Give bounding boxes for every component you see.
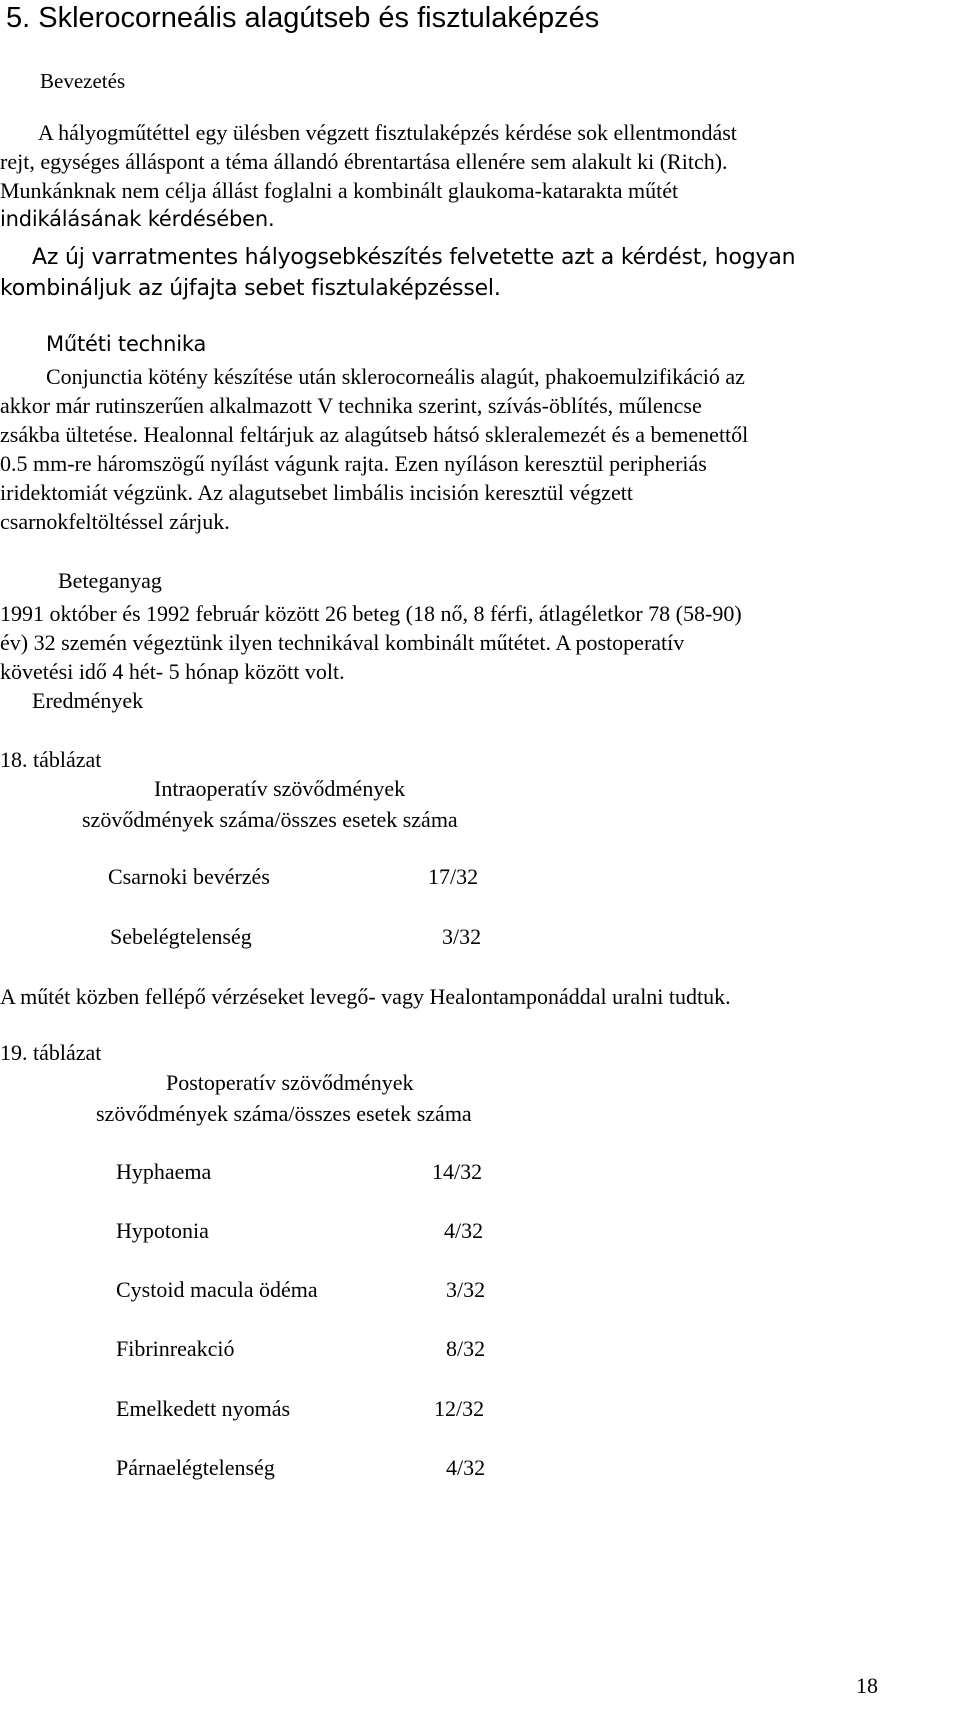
table19-row-value: 14/32 bbox=[432, 1159, 483, 1184]
table19-row-value: 4/32 bbox=[446, 1455, 486, 1480]
table19-subtitle: szövődmények száma/összes esetek száma bbox=[96, 1101, 472, 1126]
text-line: év) 32 szemén végeztünk ilyen technikával kombinált műtétet. A postoperatív bbox=[0, 630, 685, 655]
text-line: Munkánknak nem célja állást foglalni a kombinált glaukoma-katarakta műtét bbox=[0, 178, 679, 203]
text-line: zsákba ültetése. Healonnal feltárjuk az alagútseb hátsó skleralemezét és a bemenettől bbox=[0, 422, 749, 447]
text-line: A hályogműtéttel egy ülésben végzett fisztulaképzés kérdése sok ellentmondást bbox=[38, 120, 737, 145]
patients-paragraph bbox=[0, 599, 940, 686]
results-heading: Eredmények bbox=[32, 688, 144, 713]
text-line: rejt, egységes álláspont a téma állandó ébrentartása ellenére sem alakult ki (Ritch). bbox=[0, 149, 728, 174]
text-line: Conjunctia kötény készítése után sklerocorneális alagút, phakoemulzifikáció az bbox=[46, 364, 745, 389]
table18-label: 18. táblázat bbox=[0, 747, 102, 772]
table18-title: Intraoperatív szövődmények bbox=[154, 776, 406, 801]
text-line: kombináljuk az újfajta sebet fisztulaképzéssel. bbox=[0, 276, 501, 301]
table18-row-label: Csarnoki bevérzés bbox=[108, 864, 270, 889]
text-line: 1991 október és 1992 február között 26 beteg (18 nő, 8 férfi, átlagéletkor 78 (58-90) bbox=[0, 601, 742, 626]
text-line: követési idő 4 hét- 5 hónap között volt. bbox=[0, 659, 345, 684]
table19-row-value: 4/32 bbox=[444, 1218, 484, 1243]
text-line: iridektomiát végzünk. Az alagutsebet limbális incisión keresztül végzett bbox=[0, 480, 633, 505]
page-number: 18 bbox=[856, 1673, 878, 1698]
intro-paragraph-1 bbox=[0, 118, 940, 234]
table19-row-label: Hyphaema bbox=[116, 1159, 212, 1184]
table18-note: A műtét közben fellépő vérzéseket levegő- vagy Healontamponáddal uralni tudtuk. bbox=[0, 984, 731, 1009]
table18-row-value: 17/32 bbox=[428, 864, 479, 889]
technique-paragraph bbox=[0, 362, 940, 536]
table18-subtitle: szövődmények száma/összes esetek száma bbox=[82, 807, 458, 832]
patients-heading: Beteganyag bbox=[58, 568, 162, 593]
table18-row-value: 3/32 bbox=[442, 924, 482, 949]
text-line: 0.5 mm-re háromszögű nyílást vágunk rajta. Ezen nyíláson keresztül peripheriás bbox=[0, 451, 707, 476]
table19-row-label: Hypotonia bbox=[116, 1218, 209, 1243]
table19-row-label: Emelkedett nyomás bbox=[116, 1396, 291, 1421]
table19-label: 19. táblázat bbox=[0, 1040, 102, 1065]
text-line: Az új varratmentes hályogsebkészítés felvetette azt a kérdést, hogyan bbox=[32, 245, 796, 270]
table19-title: Postoperatív szövődmények bbox=[166, 1070, 414, 1095]
table19-row-value: 3/32 bbox=[446, 1277, 486, 1302]
table19-row-label: Párnaelégtelenség bbox=[116, 1455, 275, 1480]
table19-row-label: Cystoid macula ödéma bbox=[116, 1277, 318, 1302]
text-line: indikálásának kérdésében. bbox=[0, 207, 275, 231]
text-line: akkor már rutinszerűen alkalmazott V technika szerint, szívás-öblítés, műlencse bbox=[0, 393, 702, 418]
text-line: csarnokfeltöltéssel zárjuk. bbox=[0, 509, 230, 534]
table19-row-label: Fibrinreakció bbox=[116, 1336, 235, 1361]
table19-row-value: 8/32 bbox=[446, 1336, 486, 1361]
table18-row-label: Sebelégtelenség bbox=[110, 924, 252, 949]
table19-row-value: 12/32 bbox=[434, 1396, 485, 1421]
intro-heading: Bevezetés bbox=[40, 69, 126, 93]
page-title: 5. Sklerocorneális alagútseb és fisztulaképzés bbox=[6, 2, 600, 34]
technique-heading: Műtéti technika bbox=[46, 332, 207, 356]
intro-paragraph-2 bbox=[0, 242, 940, 304]
